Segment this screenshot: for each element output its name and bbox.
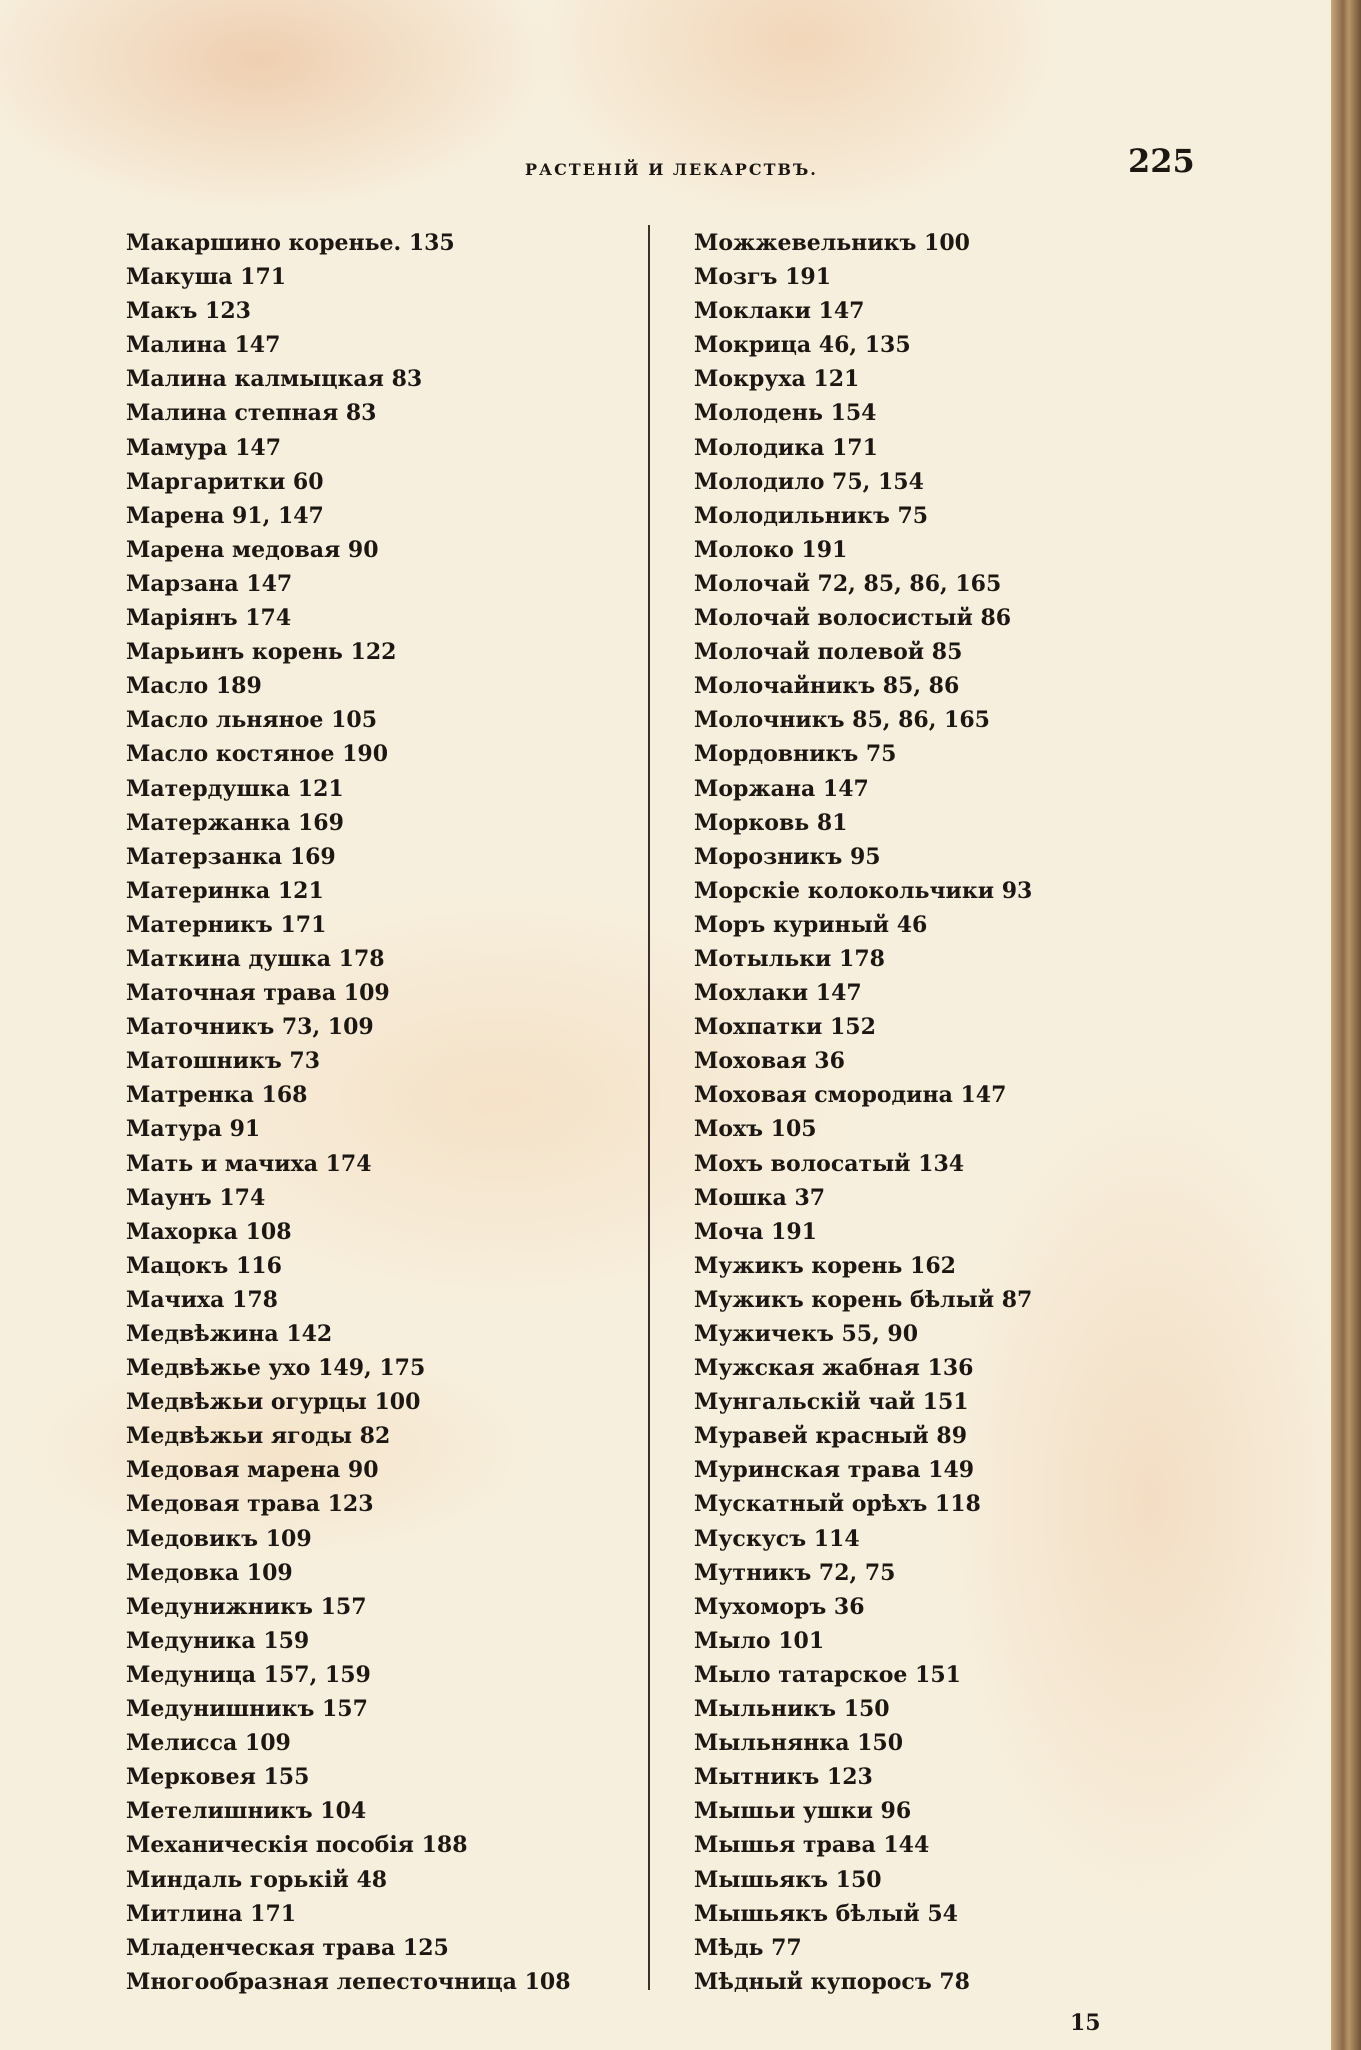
index-entry: Мѣдь 77 [694, 1934, 802, 1961]
index-entry: Медовка 109 [126, 1559, 293, 1586]
index-entry: Мутникъ 72, 75 [694, 1559, 896, 1586]
index-entry: Мелисса 109 [126, 1730, 291, 1757]
index-entry: Мышьякъ бѣлый 54 [694, 1900, 958, 1927]
index-entry: Матердушка 121 [126, 775, 344, 802]
index-column-right [694, 226, 1032, 1999]
index-entry: Мыло 101 [694, 1627, 825, 1654]
index-entry: Мускусъ 114 [694, 1525, 860, 1552]
index-entry: Макъ 123 [126, 298, 251, 325]
index-column-left [126, 226, 571, 1999]
index-entry: Марена 91, 147 [126, 502, 324, 529]
index-entry: Мыльникъ 150 [694, 1696, 890, 1723]
index-entry: Мокруха 121 [694, 366, 860, 393]
index-entry: Муринская трава 149 [694, 1457, 975, 1484]
index-entry: Муравей красный 89 [694, 1423, 968, 1450]
index-entry: Морозникъ 95 [694, 843, 881, 870]
index-entry: Молодика 171 [694, 434, 878, 461]
index-entry: Марьинъ корень 122 [126, 639, 397, 666]
index-entry: Молочай полевой 85 [694, 639, 963, 666]
index-entry: Медвѣжьи ягоды 82 [126, 1423, 391, 1450]
index-entry: Материнка 121 [126, 877, 324, 904]
index-entry: Мухоморъ 36 [694, 1593, 865, 1620]
index-entry: Маріянъ 174 [126, 605, 292, 632]
index-entry: Маунъ 174 [126, 1184, 266, 1211]
index-entry: Мать и мачиха 174 [126, 1150, 372, 1177]
index-entry: Мохъ 105 [694, 1116, 817, 1143]
index-entry: Мокрица 46, 135 [694, 332, 911, 359]
index-entry: Матерникъ 171 [126, 911, 327, 938]
index-entry: Мошка 37 [694, 1184, 826, 1211]
index-entry: Матерзанка 169 [126, 843, 336, 870]
index-entry: Масло 189 [126, 673, 262, 700]
index-entry: Молодень 154 [694, 400, 877, 427]
index-entry: Можжевельникъ 100 [694, 230, 970, 256]
index-entry: Медуница 157, 159 [126, 1661, 371, 1688]
index-entry: Младенческая трава 125 [126, 1934, 449, 1961]
index-entry: Многообразная лепесточница 108 [126, 1968, 571, 1995]
index-entry: Мышья трава 144 [694, 1832, 930, 1859]
index-entry: Медовикъ 109 [126, 1525, 312, 1552]
index-entry: Митлина 171 [126, 1900, 297, 1927]
index-entry: Масло костяное 190 [126, 741, 389, 768]
index-entry: Медовая марена 90 [126, 1457, 379, 1484]
index-entry: Маточникъ 73, 109 [126, 1014, 374, 1041]
index-entry: Молочайникъ 85, 86 [694, 673, 960, 700]
index-entry: Мерковея 155 [126, 1764, 310, 1791]
index-entry: Медвѣжина 142 [126, 1321, 333, 1347]
index-entry: Мозгъ 191 [694, 264, 832, 291]
index-entry: Мацокъ 116 [126, 1252, 282, 1279]
index-entry: Миндаль горькій 48 [126, 1866, 388, 1893]
index-entry: Медвѣжьи огурцы 100 [126, 1389, 421, 1416]
index-entry: Мохпатки 152 [694, 1014, 876, 1041]
index-entry: Марена медовая 90 [126, 536, 379, 563]
index-entry: Молочай 72, 85, 86, 165 [694, 570, 1002, 597]
index-entry: Мохъ волосатый 134 [694, 1150, 965, 1177]
index-entry: Матошникъ 73 [126, 1048, 321, 1075]
index-entry: Мышьякъ 150 [694, 1866, 882, 1893]
index-entry: Мытникъ 123 [694, 1764, 873, 1791]
index-entry: Молодило 75, 154 [694, 468, 924, 495]
index-entry: Мѣдный купоросъ 78 [694, 1968, 970, 1995]
index-entry: Мужикъ корень 162 [694, 1252, 956, 1279]
index-entry: Механическія пособія 188 [126, 1832, 468, 1859]
index-entry: Масло льняное 105 [126, 707, 378, 734]
index-entry: Маткина душка 178 [126, 945, 385, 972]
index-entry: Мачиха 178 [126, 1286, 278, 1313]
index-entry: Морковь 81 [694, 809, 848, 836]
index-entry: Медуника 159 [126, 1627, 310, 1654]
index-entry: Медовая трава 123 [126, 1491, 374, 1518]
index-entry: Маргаритки 60 [126, 468, 324, 495]
running-header: РАСТЕНІЙ И ЛЕКАРСТВЪ. [525, 160, 818, 179]
page-number: 225 [1128, 142, 1195, 180]
index-entry: Малина степная 83 [126, 400, 377, 427]
index-entry: Маточная трава 109 [126, 980, 390, 1007]
index-entry: Мышьи ушки 96 [694, 1798, 912, 1825]
index-entry: Мохлаки 147 [694, 980, 862, 1007]
index-entry: Марзана 147 [126, 570, 293, 597]
index-entry: Медунишникъ 157 [126, 1696, 368, 1723]
index-entry: Мыльнянка 150 [694, 1730, 904, 1757]
index-entry: Моръ куриный 46 [694, 911, 928, 938]
index-entry: Мамура 147 [126, 434, 282, 461]
index-entry: Малина калмыцкая 83 [126, 366, 423, 393]
index-entry: Моховая смородина 147 [694, 1082, 1007, 1109]
index-entry: Молодильникъ 75 [694, 502, 929, 529]
index-entry: Метелишникъ 104 [126, 1798, 367, 1825]
index-entry: Махорка 108 [126, 1218, 292, 1245]
index-entry: Мужичекъ 55, 90 [694, 1321, 919, 1347]
index-entry: Макуша 171 [126, 264, 287, 291]
index-entry: Матренка 168 [126, 1082, 308, 1109]
index-entry: Морскіе колокольчики 93 [694, 877, 1033, 904]
index-entry: Моховая 36 [694, 1048, 845, 1075]
index-entry: Моча 191 [694, 1218, 817, 1245]
column-divider [648, 225, 650, 1990]
index-entry: Макаршино коренье. 135 [126, 230, 455, 256]
page-edge [1331, 0, 1361, 2050]
index-entry: Мордовникъ 75 [694, 741, 897, 768]
index-entry: Моржана 147 [694, 775, 869, 802]
index-entry: Мужикъ корень бѣлый 87 [694, 1286, 1033, 1313]
index-entry: Матура 91 [126, 1116, 261, 1143]
index-entry: Мотыльки 178 [694, 945, 885, 972]
index-entry: Молочай волосистый 86 [694, 605, 1012, 632]
index-entry: Медвѣжье ухо 149, 175 [126, 1355, 426, 1382]
index-entry: Мускатный орѣхъ 118 [694, 1491, 981, 1518]
index-entry: Моклаки 147 [694, 298, 865, 325]
signature-mark: 15 [1070, 2010, 1101, 2036]
index-entry: Мыло татарское 151 [694, 1661, 961, 1688]
index-entry: Молоко 191 [694, 536, 848, 563]
index-entry: Молочникъ 85, 86, 165 [694, 707, 990, 734]
index-entry: Матержанка 169 [126, 809, 344, 836]
index-entry: Малина 147 [126, 332, 281, 359]
index-entry: Мунгальскій чай 151 [694, 1389, 969, 1416]
index-entry: Мужская жабная 136 [694, 1355, 974, 1382]
index-entry: Медунижникъ 157 [126, 1593, 367, 1620]
